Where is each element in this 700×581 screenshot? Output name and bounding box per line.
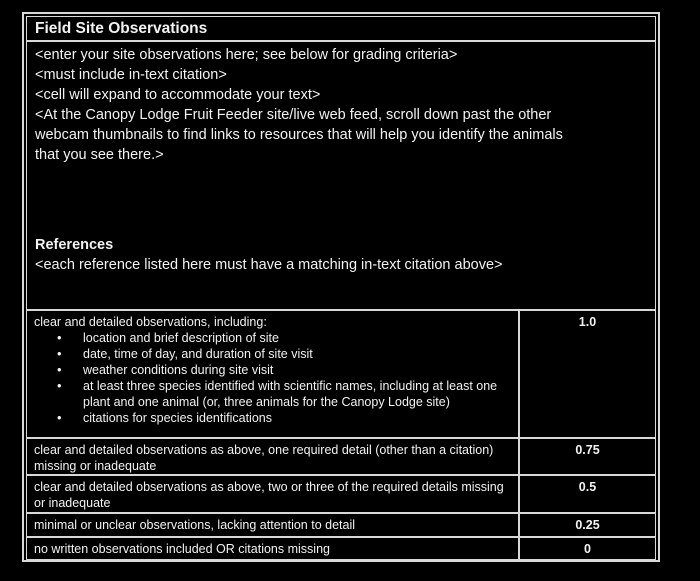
- rubric-criteria-text: no written observations included OR citations missing: [34, 542, 330, 556]
- rubric-criteria-cell: [26, 310, 519, 438]
- rubric-criteria-text: minimal or unclear observations, lacking attention to detail: [34, 518, 356, 532]
- rubric-criteria-cell: [26, 475, 519, 513]
- table-title: Field Site Observations: [35, 20, 208, 37]
- rubric-bullet: • location and brief description of site: [34, 330, 512, 346]
- rubric-criteria-cell: [26, 438, 519, 475]
- observation-line: webcam thumbnails to find links to resources that will help you identify the animals: [35, 127, 563, 143]
- rubric-score: 0: [584, 542, 591, 556]
- rubric-score: 1.0: [578, 315, 597, 329]
- rubric-score-cell: [519, 438, 656, 475]
- observation-line: <cell will expand to accommodate your text>: [35, 87, 321, 103]
- rubric-bullet: • weather conditions during site visit: [34, 362, 512, 378]
- rubric-bullet: • date, time of day, and duration of site visit: [34, 346, 512, 362]
- observation-line: <enter your site observations here; see below for grading criteria>: [35, 47, 458, 63]
- rubric-criteria-cell: [26, 537, 519, 560]
- references-title: References: [35, 237, 114, 253]
- rubric-score-cell: [519, 310, 656, 438]
- rubric-bullet: • at least three species identified with scientific names, including at least one plant and one animal (or, three animals for the Canopy Lodge site): [34, 378, 512, 410]
- rubric-bullet: • citations for species identifications: [34, 410, 512, 426]
- table-header: [26, 16, 656, 41]
- rubric-score: 0.75: [575, 443, 600, 457]
- rubric-criteria-cell: [26, 513, 519, 537]
- rubric-score-cell: [519, 475, 656, 513]
- rubric-score: 0.25: [575, 518, 600, 532]
- observation-line: that you see there.>: [35, 147, 164, 163]
- rubric-score-cell: [519, 537, 656, 560]
- rubric-bullet-list: [34, 330, 512, 426]
- references-note: <each reference listed here must have a matching in-text citation above>: [35, 257, 503, 273]
- observation-line: <At the Canopy Lodge Fruit Feeder site/live web feed, scroll down past the other: [35, 107, 552, 123]
- rubric-criteria-text: clear and detailed observations as above, two or three of the required details missing or inadequate: [34, 480, 504, 510]
- rubric-score: 0.5: [578, 480, 597, 494]
- rubric-criteria-intro: clear and detailed observations, including:: [34, 315, 267, 329]
- rubric-score-cell: [519, 513, 656, 537]
- rubric-criteria-text: clear and detailed observations as above, one required detail (other than a citation) missing or inadequate: [34, 443, 494, 473]
- observations-cell[interactable]: [26, 41, 656, 310]
- observation-line: <must include in-text citation>: [35, 67, 227, 83]
